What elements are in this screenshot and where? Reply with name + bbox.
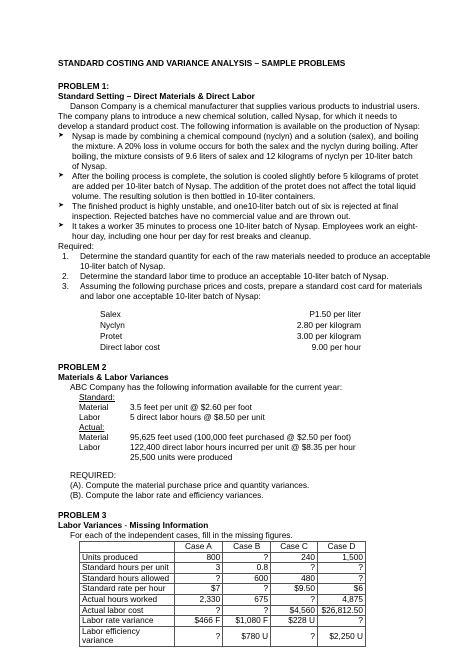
table-cell: 4,875 bbox=[317, 594, 365, 605]
table-cell: 600 bbox=[223, 573, 271, 584]
actual-key: Labor bbox=[79, 442, 101, 452]
price-value: 9.00 per hour bbox=[311, 342, 361, 352]
price-item: Nyclyn bbox=[100, 320, 125, 330]
requirement-number: 2. bbox=[62, 271, 69, 281]
table-cell: 1,500 bbox=[317, 552, 365, 563]
table-cell: ? bbox=[174, 605, 223, 616]
table-row bbox=[80, 626, 366, 646]
table-cell: ? bbox=[223, 584, 271, 595]
arrow-bullet-icon: ➤ bbox=[58, 202, 64, 209]
table-cell: 675 bbox=[223, 594, 271, 605]
table-header-cell: Case D bbox=[317, 542, 365, 553]
problem-1-intro-line: Danson Company is a chemical manufacturer that supplies various products to industrial users. bbox=[70, 101, 420, 111]
standard-value: 3.5 feet per unit @ $2.60 per foot bbox=[130, 402, 252, 412]
table-cell: $228 U bbox=[271, 616, 318, 627]
problem-1-intro-line: The company plans to introduce a new chemical solution, called Nysap, for which it needs to bbox=[58, 111, 397, 121]
table-row bbox=[80, 605, 366, 616]
requirement-number: 1. bbox=[62, 251, 69, 261]
table-cell: ? bbox=[271, 563, 318, 574]
arrow-bullet-icon: ➤ bbox=[58, 172, 64, 179]
problem-3-heading: PROBLEM 3 bbox=[58, 510, 107, 520]
row-label-cell: Standard hours per unit bbox=[80, 563, 175, 574]
table-row bbox=[80, 594, 366, 605]
table-header-cell: Case C bbox=[271, 542, 318, 553]
bullet-line: are added per 10-liter batch of Nysap. The addition of the protet does not affect the total liquid bbox=[72, 181, 416, 191]
bullet-line: Nysap is made by combining a chemical compound (nyclyn) and a solution (salex), and boiling bbox=[72, 131, 419, 141]
actual-key: Material bbox=[79, 432, 109, 442]
table-cell: $1,080 F bbox=[223, 616, 271, 627]
bullet-line: The finished product is highly unstable, and one10-liter batch out of six is rejected at final bbox=[72, 201, 399, 211]
table-header-cell: Case B bbox=[223, 542, 271, 553]
price-item: Protet bbox=[100, 331, 123, 341]
table-cell: 240 bbox=[271, 552, 318, 563]
table-cell: ? bbox=[271, 626, 318, 646]
table-cell: ? bbox=[317, 573, 365, 584]
table-cell: ? bbox=[271, 594, 318, 605]
problem-2-intro: ABC Company has the following information available for the current year: bbox=[70, 382, 343, 392]
bullet-line: of Nysap. bbox=[72, 161, 108, 171]
arrow-bullet-icon: ➤ bbox=[58, 132, 64, 139]
row-label-cell: Standard hours allowed bbox=[80, 573, 175, 584]
standard-label: Standard: bbox=[79, 392, 115, 402]
table-cell: 3 bbox=[174, 563, 223, 574]
price-item: Salex bbox=[100, 309, 121, 319]
actual-value: 122,400 direct labor hours incurred per unit @ $8.35 per hour bbox=[130, 442, 356, 452]
table-row bbox=[80, 573, 366, 584]
actual-value: 95,625 feet used (100,000 feet purchased @ $2.50 per foot) bbox=[130, 432, 352, 442]
problem-1-subheading: Standard Setting – Direct Materials & Direct Labor bbox=[58, 91, 255, 101]
table-cell: ? bbox=[317, 563, 365, 574]
table-header-cell bbox=[80, 542, 175, 553]
table-cell: 0.8 bbox=[223, 563, 271, 574]
table-cell: $6 bbox=[317, 584, 365, 595]
price-value: P1.50 per liter bbox=[309, 309, 361, 319]
price-item: Direct labor cost bbox=[100, 342, 160, 352]
row-label-cell: Labor rate variance bbox=[80, 616, 175, 627]
required-label: Required: bbox=[58, 241, 94, 251]
table-cell: ? bbox=[317, 616, 365, 627]
table-header-cell: Case A bbox=[174, 542, 223, 553]
requirement-line: Determine the standard labor time to produce an acceptable 10-liter batch of Nysap. bbox=[80, 271, 389, 281]
problem-2-requirement: (A). Compute the material purchase price and quantity variances. bbox=[70, 480, 310, 490]
standard-key: Labor bbox=[79, 412, 101, 422]
bullet-line: After the boiling process is complete, the solution is cooled slightly before 5 kilograms of protet bbox=[72, 171, 419, 181]
table-cell: $4,560 bbox=[271, 605, 318, 616]
table-header-row bbox=[80, 542, 366, 553]
labor-variance-table bbox=[79, 541, 366, 647]
table-cell: ? bbox=[174, 626, 223, 646]
bullet-line: the mixture. A 20% loss in volume occurs for both the salex and the nyclyn during boiling. After bbox=[72, 141, 418, 151]
arrow-bullet-icon: ➤ bbox=[58, 222, 64, 229]
table-cell: $780 U bbox=[223, 626, 271, 646]
table-cell: 800 bbox=[174, 552, 223, 563]
actual-value: 25,500 units were produced bbox=[130, 452, 233, 462]
row-label-cell: Labor efficiency variance bbox=[80, 626, 175, 646]
problem-2-subheading: Materials & Labor Variances bbox=[58, 372, 169, 382]
problem-2-requirement: (B). Compute the labor rate and efficiency variances. bbox=[70, 490, 264, 500]
problem-2-heading: PROBLEM 2 bbox=[58, 362, 107, 372]
price-value: 2.80 per kilogram bbox=[296, 320, 361, 330]
table-cell: $26,812.50 bbox=[317, 605, 365, 616]
table-cell: ? bbox=[223, 605, 271, 616]
requirement-line: and labor one acceptable 10-liter batch of Nysap: bbox=[80, 291, 261, 301]
problem-1-intro-line: develop a standard product cost. The following information is available on the production of Nysap: bbox=[58, 121, 420, 131]
problem-3-subheading: Labor Variances - Missing Information bbox=[58, 520, 209, 530]
row-label-cell: Standard rate per hour bbox=[80, 584, 175, 595]
table-cell: ? bbox=[223, 552, 271, 563]
actual-label: Actual: bbox=[79, 422, 105, 432]
table-row bbox=[80, 563, 366, 574]
table-row bbox=[80, 616, 366, 627]
row-label-cell: Actual hours worked bbox=[80, 594, 175, 605]
table-cell: 480 bbox=[271, 573, 318, 584]
table-cell: $9.50 bbox=[271, 584, 318, 595]
requirement-line: Assuming the following purchase prices and costs, prepare a standard cost card for materials bbox=[80, 281, 423, 291]
bullet-line: It takes a worker 35 minutes to process one 10-liter batch of Nysap. Employees work an eight- bbox=[72, 221, 418, 231]
row-label-cell: Actual labor cost bbox=[80, 605, 175, 616]
problem-1-heading: PROBLEM 1: bbox=[58, 81, 110, 91]
table-cell: $7 bbox=[174, 584, 223, 595]
table-row bbox=[80, 584, 366, 595]
document-title: STANDARD COSTING AND VARIANCE ANALYSIS – SAMPLE PROBLEMS bbox=[58, 58, 346, 68]
bullet-line: boiling, the mixture consists of 9.6 liters of salex and 12 kilograms of nyclyn per 10-liter batch bbox=[72, 151, 413, 161]
price-value: 3.00 per kilogram bbox=[296, 331, 361, 341]
table-cell: 2,330 bbox=[174, 594, 223, 605]
problem-3-intro: For each of the independent cases, fill in the missing figures. bbox=[70, 530, 293, 540]
table-cell: ? bbox=[174, 573, 223, 584]
table-cell: $466 F bbox=[174, 616, 223, 627]
bullet-line: volume. The resulting solution is then bottled in 10-liter containers. bbox=[72, 191, 316, 201]
row-label-cell: Units produced bbox=[80, 552, 175, 563]
requirement-line: 10-liter batch of Nysap. bbox=[80, 261, 166, 271]
requirement-number: 3. bbox=[62, 281, 69, 291]
table-row bbox=[80, 552, 366, 563]
standard-key: Material bbox=[79, 402, 109, 412]
problem-2-required-label: REQUIRED: bbox=[70, 470, 117, 480]
table-cell: $2,250 U bbox=[317, 626, 365, 646]
bullet-line: hour day, including one hour per day for rest breaks and cleanup. bbox=[72, 231, 312, 241]
bullet-line: inspection. Rejected batches have no commercial value and are thrown out. bbox=[72, 211, 351, 221]
standard-value: 5 direct labor hours @ $8.50 per unit bbox=[130, 412, 265, 422]
requirement-line: Determine the standard quantity for each of the raw materials needed to produce an acceptable bbox=[80, 251, 431, 261]
